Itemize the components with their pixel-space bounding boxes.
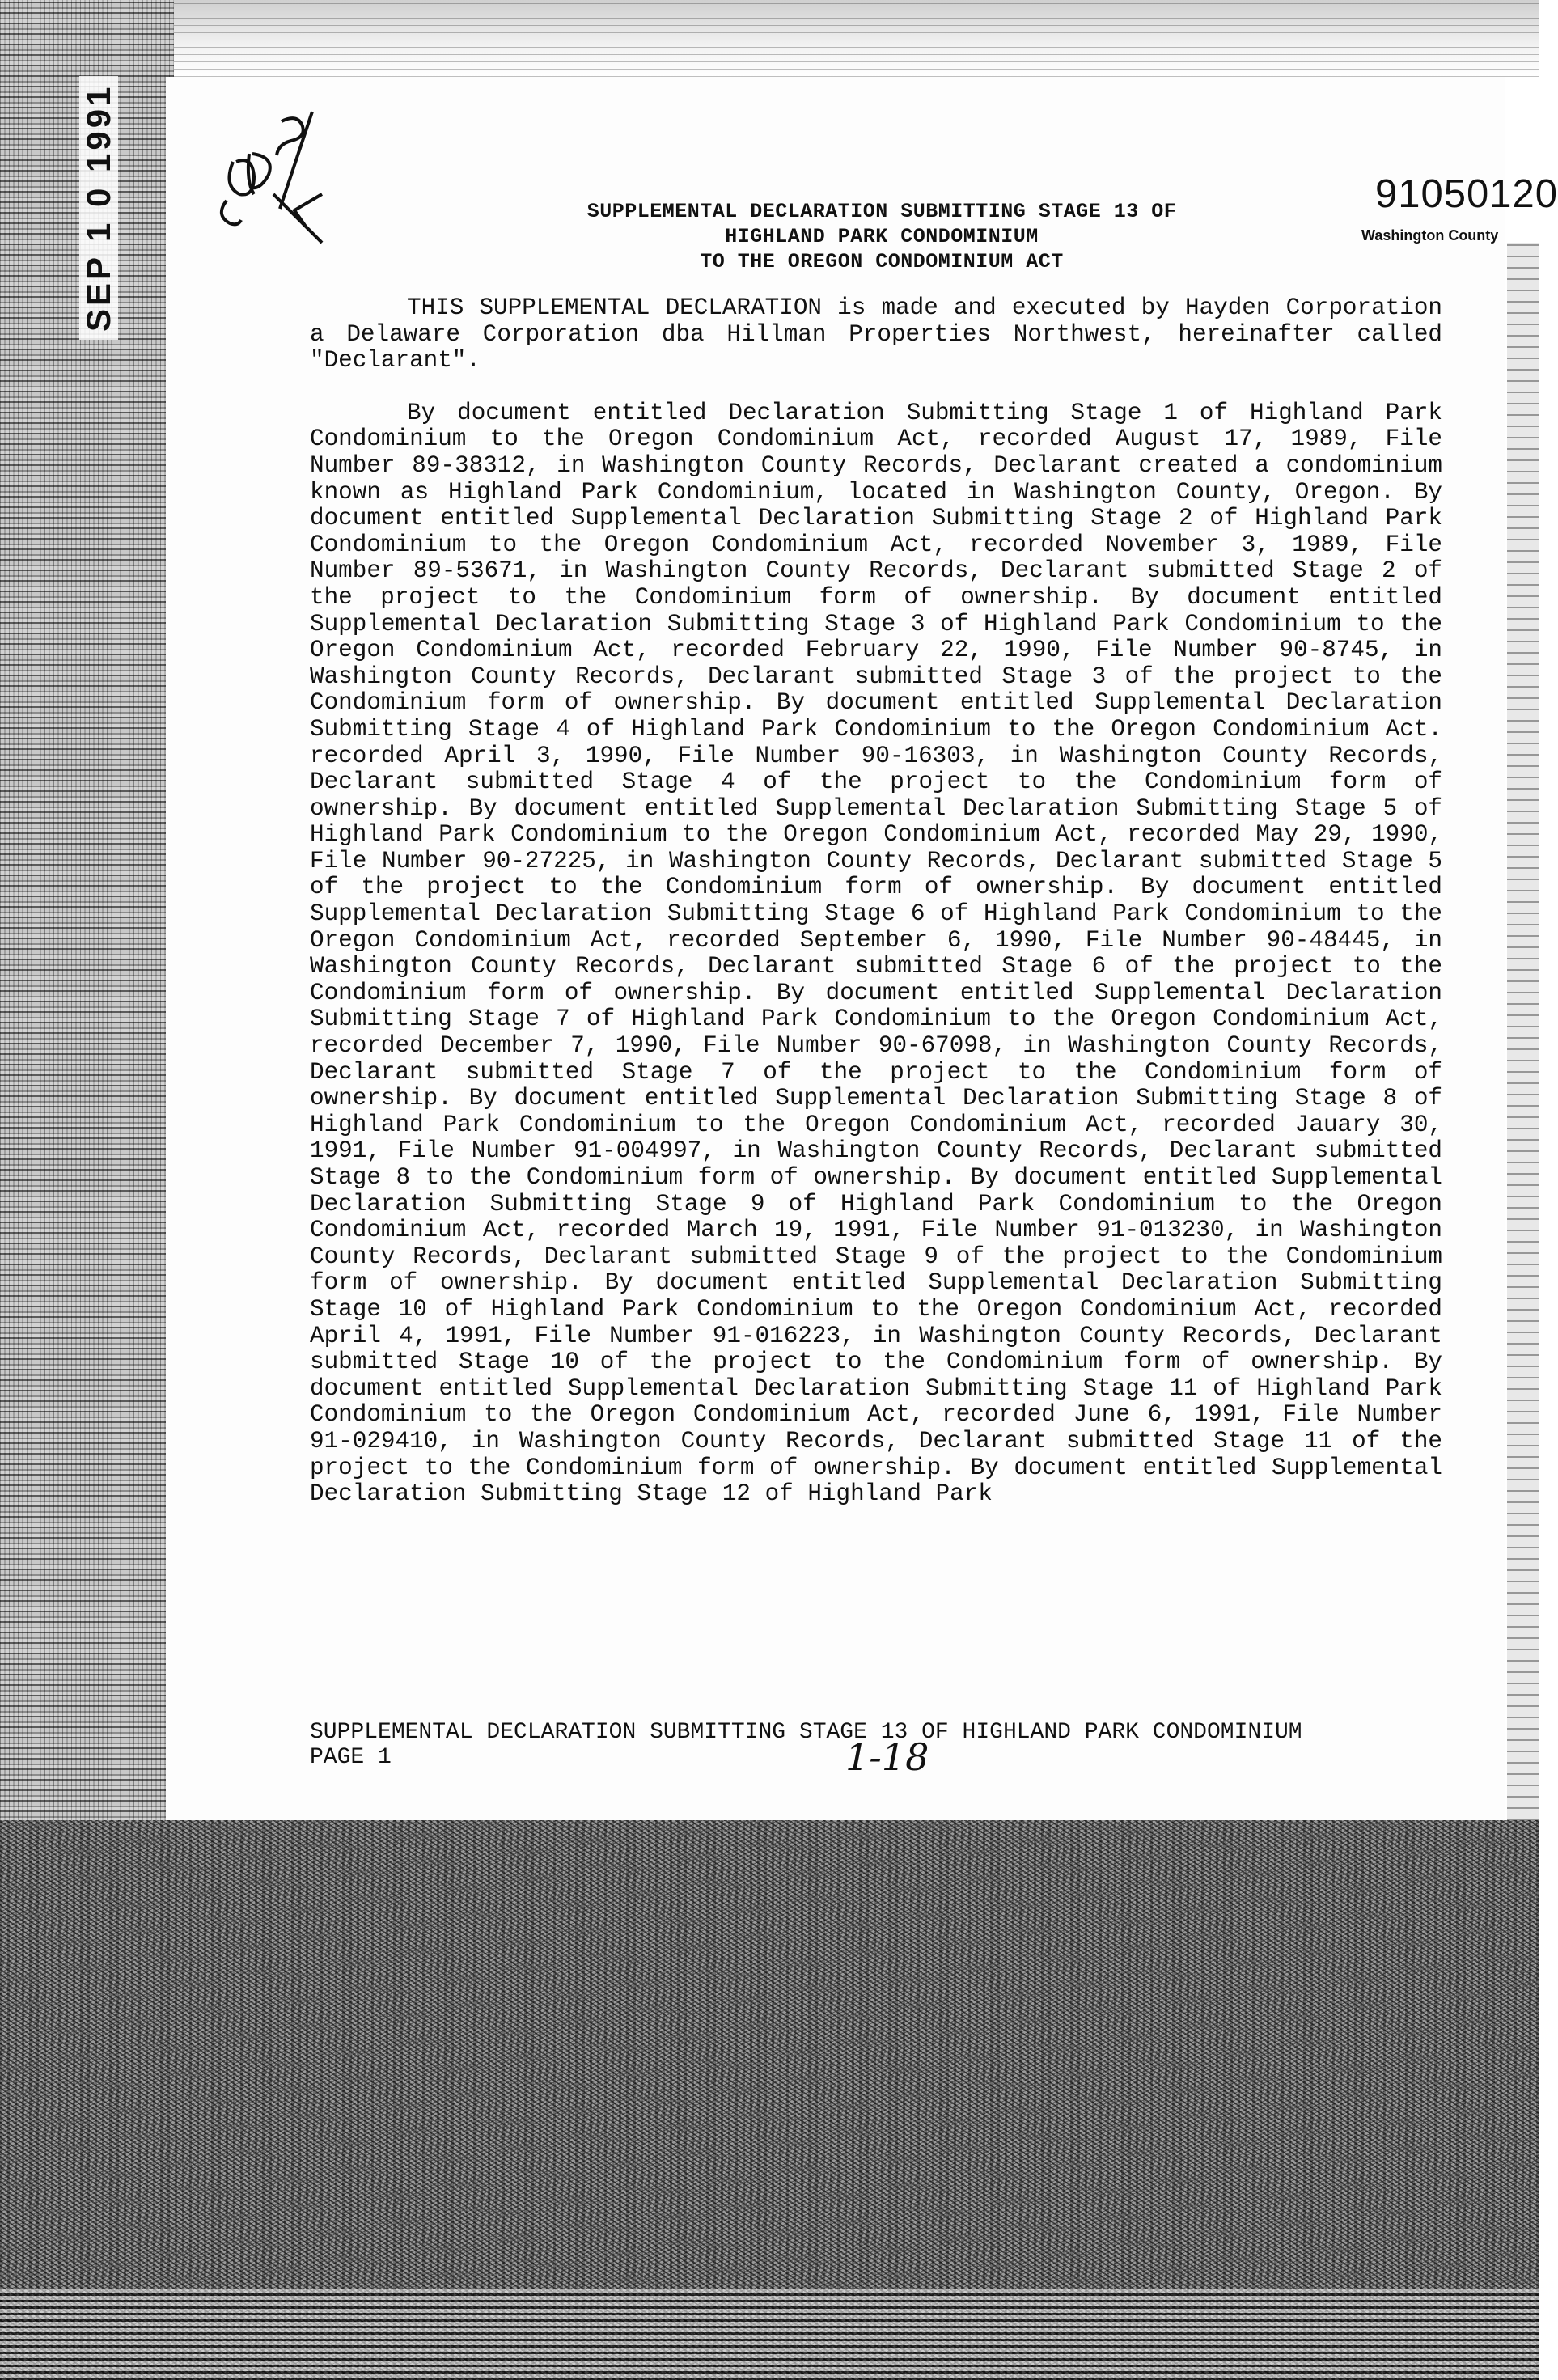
scan-noise-bottom-strip [0,2289,1539,2380]
county-label: Washington County [1361,227,1499,244]
title-line-3: TO THE OREGON CONDOMINIUM ACT [700,250,1064,273]
recording-date-stamp: SEP 1 0 1991 [79,76,118,340]
paragraph-declarant: THIS SUPPLEMENTAL DECLARATION is made and executed by Hayden Corporation a Delaware Corporation dba Hillman Properties Northwest, hereinafter called "Declarant". [310,294,1442,375]
paragraph-history: By document entitled Declaration Submitting Stage 1 of Highland Park Condominium to the Oregon Condominium Act, recorded August 17, 1989, File Number 89-38312, in Washington County Records, Declarant created a condominium known as Highland Park Condominium, located in Washington County, Oregon. By document entitled Supplemental Declaration Submitting Stage 2 of Highland Park Condominium to the Oregon Condominium Act, recorded November 3, 1989, File Number 89-53671, in Washington County Records, Declarant submitted Stage 2 of the project to the Condominium form of ownership. By document entitled Supplemental Declaration Submitting Stage 3 of Highland Park Condominium to the Oregon Condominium Act, recorded February 22, 1990, File Number 90-8745, in Washington County Records, Declarant submitted Stage 3 of the project to the Condominium form of ownership. By document entitled Supplemental Declaration Submitting Stage 4 of Highland Park Condominium to the Oregon Condominium Act. recorded April 3, 1990, File Number 90-16303, in Washington County Records, Declarant submitted Stage 4 of the project to the Condominium form of ownership. By document entitled Supplemental Declaration Submitting Stage 5 of Highland Park Condominium to the Oregon Condominium Act, recorded May 29, 1990, File Number 90-27225, in Washington County Records, Declarant submitted Stage 5 of the project to the Condominium form of ownership. By document entitled Supplemental Declaration Submitting Stage 6 of Highland Park Condominium to the Oregon Condominium Act, recorded September 6, 1990, File Number 90-48445, in Washington County Records, Declarant submitted Stage 6 of the project to the Condominium form of ownership. By document entitled Supplemental Declaration Submitting Stage 7 of Highland Park Condominium to the Oregon Condominium Act, recorded December 7, 1990, File Number 90-67098, in Washington County Records, Declarant submitted Stage 7 of the project to the Condominium form of ownership. By document entitled Supplemental Declaration Submitting Stage 8 of Highland Park Condominium to the Oregon Condominium Act, recorded Jauary 30, 1991, File Number 91-004997, in Washington County Records, Declarant submitted Stage 8 to the Condominium form of ownership. By document entitled Supplemental Declaration Submitting Stage 9 of Highland Park Condominium to the Oregon Condominium Act, recorded March 19, 1991, File Number 91-013230, in Washington County Records, Declarant submitted Stage 9 of the project to the Condominium form of ownership. By document entitled Supplemental Declaration Submitting Stage 10 of Highland Park Condominium to the Oregon Condominium Act, recorded April 4, 1991, File Number 91-016223, in Washington County Records, Declarant submitted Stage 10 of the project to the Condominium form of ownership. By document entitled Supplemental Declaration Submitting Stage 11 of Highland Park Condominium to the Oregon Condominium Act, recorded June 6, 1991, File Number 91-029410, in Washington County Records, Declarant submitted Stage 11 of the project to the Condominium form of ownership. By document entitled Supplemental Declaration Submitting Stage 12 of Highland Park [310,399,1442,1508]
handwritten-annotation [217,105,338,251]
title-line-2: HIGHLAND PARK CONDOMINIUM [725,225,1039,248]
title-line-1: SUPPLEMENTAL DECLARATION SUBMITTING STAGE 13 OF [586,200,1177,223]
scan-noise-top [0,0,1539,77]
recording-number: 91050120 [1375,172,1558,216]
footer-page-label: PAGE 1 [310,1745,392,1770]
document-body [310,295,1442,1508]
scan-noise-right [1507,243,1539,1820]
handwritten-page-number: 1-18 [845,1735,929,1779]
footer-running-title: SUPPLEMENTAL DECLARATION SUBMITTING STAGE 13 OF HIGHLAND PARK CONDOMINIUM [310,1720,1302,1745]
document-title [453,199,1310,274]
